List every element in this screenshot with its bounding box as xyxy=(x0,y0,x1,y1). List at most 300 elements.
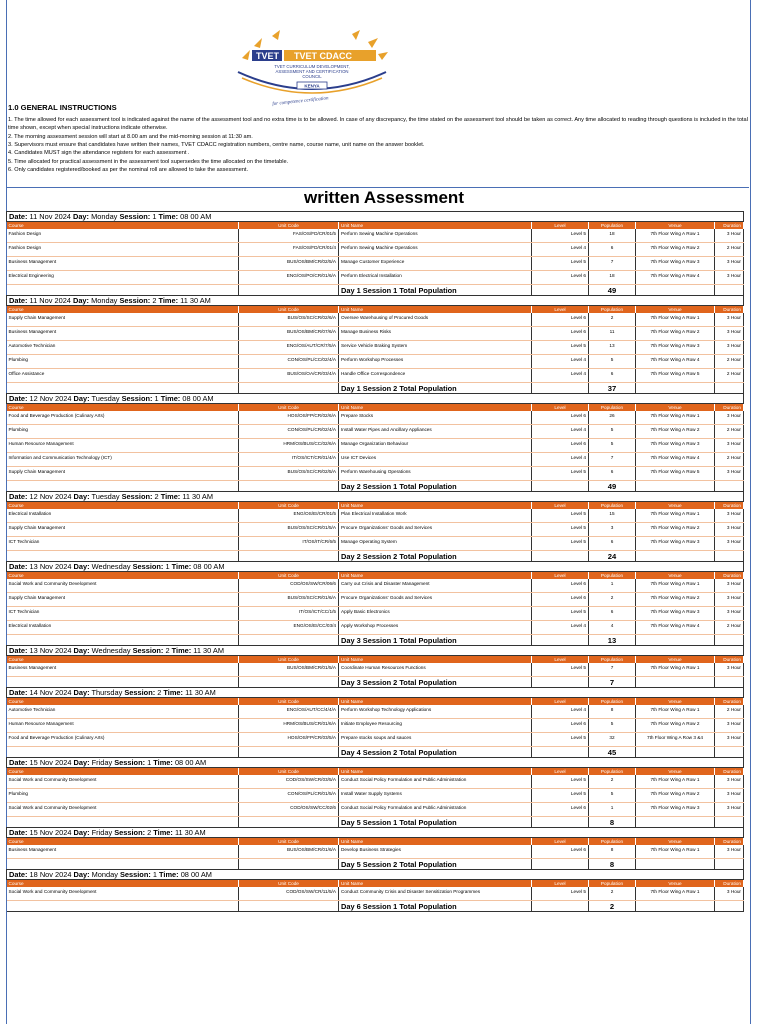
table-cell: 3 Hour xyxy=(715,271,744,285)
table-cell: 26 xyxy=(589,411,636,425)
session-label: Session: xyxy=(121,394,153,403)
table-cell: Level 6 xyxy=(532,719,589,733)
table-cell: 2 Hour xyxy=(715,705,744,719)
column-header: Course xyxy=(7,880,239,888)
day-label: Day: xyxy=(73,688,90,697)
empty-cell xyxy=(239,551,339,562)
empty-cell xyxy=(715,817,744,828)
session-date-row xyxy=(7,828,744,838)
empty-cell xyxy=(532,901,589,912)
session-time: 08 00 AM xyxy=(174,758,207,767)
table-cell: 7th Floor Wing A Row 1 xyxy=(636,579,715,593)
table-row xyxy=(7,719,744,733)
table-cell: Fashion Design xyxy=(7,243,239,257)
table-cell: HRM/OS/BUS/CR/01/6/A xyxy=(239,719,339,733)
table-cell: 7th Floor Wing A Row 2 xyxy=(636,789,715,803)
table-cell: 4 xyxy=(589,621,636,635)
table-cell: Level 6 xyxy=(532,845,589,859)
table-row xyxy=(7,845,744,859)
table-cell: Level 6 xyxy=(532,271,589,285)
column-header: Unit Code xyxy=(239,404,339,412)
table-cell: 3 Hour xyxy=(715,327,744,341)
table-cell: 2 Hour xyxy=(715,369,744,383)
column-header: Course xyxy=(7,306,239,314)
empty-cell xyxy=(715,747,744,758)
session-label: Session: xyxy=(132,562,164,571)
table-cell: Level 5 xyxy=(532,789,589,803)
session-date-row xyxy=(7,296,744,306)
session-date: 14 Nov 2024 xyxy=(29,688,72,697)
date-label: Date: xyxy=(9,492,28,501)
table-cell: 3 Hour xyxy=(715,789,744,803)
table-header-row xyxy=(7,656,744,664)
empty-cell xyxy=(239,635,339,646)
session-date-cell xyxy=(7,296,744,306)
session-time: 08 00 AM xyxy=(193,562,225,571)
session-total-value: 13 xyxy=(589,635,636,646)
column-header: Population xyxy=(589,698,636,706)
instruction-5: 5. Time allocated for practical assessment in the assessment tool supersedes the time allocated on the timetable. xyxy=(8,158,289,165)
table-cell: 2 xyxy=(589,775,636,789)
table-header-row xyxy=(7,698,744,706)
table-cell: Supply Chain Management xyxy=(7,523,239,537)
table-cell: Level 4 xyxy=(532,369,589,383)
table-row xyxy=(7,257,744,271)
empty-cell xyxy=(7,481,239,492)
empty-cell xyxy=(239,285,339,296)
column-header: Venue xyxy=(636,880,715,888)
empty-cell xyxy=(636,285,715,296)
session-label: Session: xyxy=(132,646,164,655)
column-header: Duration xyxy=(715,698,744,706)
table-cell: 3 Hour xyxy=(715,579,744,593)
column-header: Level xyxy=(532,768,589,776)
table-row xyxy=(7,355,744,369)
session-number: 2 xyxy=(157,688,162,697)
empty-cell xyxy=(715,677,744,688)
session-total-row xyxy=(7,859,744,870)
table-cell: CON/OS/PL/CC/02/4/A xyxy=(239,355,339,369)
table-cell: 7th Floor Wing A Row 4 xyxy=(636,271,715,285)
table-cell: HOS/OS/FP/CR/02/6/A xyxy=(239,411,339,425)
table-cell: IT/OS/ICT/CC/1/5 xyxy=(239,607,339,621)
tvet-cdacc-logo xyxy=(232,28,392,108)
table-row xyxy=(7,789,744,803)
table-cell: Office Assistance xyxy=(7,369,239,383)
svg-text:for competence certification: for competence certification xyxy=(272,96,329,108)
table-cell: 7th Floor Wing A Row 4 xyxy=(636,453,715,467)
table-row xyxy=(7,509,744,523)
table-cell: 3 Hour xyxy=(715,733,744,747)
table-cell: Business Management xyxy=(7,327,239,341)
table-cell: Level 4 xyxy=(532,453,589,467)
column-header: Unit Name xyxy=(339,656,532,664)
empty-cell xyxy=(532,285,589,296)
column-header: Population xyxy=(589,572,636,580)
table-cell: 5 xyxy=(589,439,636,453)
session-total-label: Day 2 Session 1 Total Population xyxy=(339,481,532,492)
svg-text:TVET CDACC: TVET CDACC xyxy=(294,51,352,61)
instruction-4: 4. Candidates MUST sign the attendance registers for each assessment . xyxy=(8,150,190,157)
table-cell: FAS/OS/FD/CR/01/5 xyxy=(239,229,339,243)
session-label: Session: xyxy=(114,758,146,767)
session-day: Monday xyxy=(91,212,118,221)
empty-cell xyxy=(636,859,715,870)
table-cell: 5 xyxy=(589,789,636,803)
column-header: Course xyxy=(7,572,239,580)
table-cell: 7th Floor Wing A Row 2 xyxy=(636,593,715,607)
session-label: Session: xyxy=(124,688,156,697)
day-label: Day: xyxy=(73,492,90,501)
table-cell: Perform Sewing Machine Operations xyxy=(339,229,532,243)
session-total-row xyxy=(7,817,744,828)
empty-cell xyxy=(532,551,589,562)
table-cell: 6 xyxy=(589,537,636,551)
table-cell: 7th Floor Wing A Row 3 xyxy=(636,607,715,621)
table-cell: 2 Hour xyxy=(715,243,744,257)
table-cell: 3 xyxy=(589,523,636,537)
table-cell: Plan Electrical Installation Work xyxy=(339,509,532,523)
table-cell: 3 Hour xyxy=(715,467,744,481)
table-cell: Perform Workshop Technology Applications xyxy=(339,705,532,719)
session-date-cell xyxy=(7,212,744,222)
column-header: Unit Code xyxy=(239,222,339,230)
date-label: Date: xyxy=(9,870,28,879)
table-cell: Prepare stocks soups and sauces xyxy=(339,733,532,747)
table-cell: COD/OS/SW/CC/02/6 xyxy=(239,803,339,817)
session-day: Monday xyxy=(91,296,118,305)
table-cell: Level 6 xyxy=(532,439,589,453)
session-number: 2 xyxy=(152,296,157,305)
table-cell: Prepare Stocks xyxy=(339,411,532,425)
empty-cell xyxy=(636,481,715,492)
day-label: Day: xyxy=(72,212,90,221)
table-cell: Coordinate Human Resources Functions xyxy=(339,663,532,677)
table-cell: 3 Hour xyxy=(715,341,744,355)
day-label: Day: xyxy=(73,646,90,655)
table-cell: Social Work and Community Development xyxy=(7,775,239,789)
session-date-row xyxy=(7,492,744,502)
empty-cell xyxy=(7,859,239,870)
date-label: Date: xyxy=(9,562,28,571)
column-header: Venue xyxy=(636,572,715,580)
session-label: Session: xyxy=(119,870,151,879)
session-date-cell xyxy=(7,562,744,572)
session-date-cell xyxy=(7,758,744,768)
session-date-cell xyxy=(7,394,744,404)
table-cell: Automotive Technician xyxy=(7,705,239,719)
session-total-value: 7 xyxy=(589,677,636,688)
session-total-value: 45 xyxy=(589,747,636,758)
table-cell: Install Water Pipes and Ancillary Appliances xyxy=(339,425,532,439)
column-header: Unit Name xyxy=(339,768,532,776)
date-label: Date: xyxy=(9,296,28,305)
empty-cell xyxy=(532,635,589,646)
session-total-label: Day 5 Session 2 Total Population xyxy=(339,859,532,870)
column-header: Population xyxy=(589,880,636,888)
column-header: Population xyxy=(589,306,636,314)
table-cell: Level 5 xyxy=(532,467,589,481)
table-cell: 7th Floor Wing A Row 4 xyxy=(636,355,715,369)
session-date-cell xyxy=(7,828,744,838)
column-header: Venue xyxy=(636,306,715,314)
day-label: Day: xyxy=(72,296,90,305)
column-header: Course xyxy=(7,222,239,230)
empty-cell xyxy=(7,383,239,394)
column-header: Unit Code xyxy=(239,656,339,664)
session-total-value: 2 xyxy=(589,901,636,912)
session-time: 11 30 AM xyxy=(174,828,206,837)
table-cell: Information and Communication Technology (ICT) xyxy=(7,453,239,467)
day-label: Day: xyxy=(73,870,90,879)
table-cell: Oversee Warehousing of Procured Goods xyxy=(339,313,532,327)
table-cell: 7th Floor Wing A Row 1 xyxy=(636,313,715,327)
table-cell: Apply Basic Electronics xyxy=(339,607,532,621)
table-cell: FAS/OS/FD/CR/01/4 xyxy=(239,243,339,257)
table-cell: 18 xyxy=(589,229,636,243)
time-label: Time: xyxy=(160,492,181,501)
column-header: Unit Code xyxy=(239,572,339,580)
session-total-row xyxy=(7,747,744,758)
column-header: Level xyxy=(532,502,589,510)
table-header-row xyxy=(7,838,744,846)
table-cell: COD/OS/SW/CR/03/5/A xyxy=(239,775,339,789)
table-cell: 1 xyxy=(589,803,636,817)
date-label: Date: xyxy=(9,212,28,221)
session-date-row xyxy=(7,688,744,698)
table-row xyxy=(7,369,744,383)
table-cell: IT/OS/IT/CR/6/5 xyxy=(239,537,339,551)
table-cell: 7th Floor Wing A Row 1 xyxy=(636,229,715,243)
session-time: 11 30 AM xyxy=(182,492,214,501)
table-row xyxy=(7,271,744,285)
column-header: Venue xyxy=(636,698,715,706)
empty-cell xyxy=(636,747,715,758)
column-header: Level xyxy=(532,838,589,846)
table-cell: 2 Hour xyxy=(715,355,744,369)
column-header: Course xyxy=(7,768,239,776)
session-total-label: Day 2 Session 2 Total Population xyxy=(339,551,532,562)
table-cell: BUS/OS/SC/CR/01/6/A xyxy=(239,593,339,607)
empty-cell xyxy=(7,635,239,646)
column-header: Unit Name xyxy=(339,698,532,706)
table-cell: Service Vehicle Braking System xyxy=(339,341,532,355)
table-cell: Manage Operating System xyxy=(339,537,532,551)
empty-cell xyxy=(7,747,239,758)
table-cell: HOS/OS/FP/CR/03/5/A xyxy=(239,733,339,747)
table-cell: Use ICT Devices xyxy=(339,453,532,467)
table-cell: 3 Hour xyxy=(715,313,744,327)
table-cell: 7 xyxy=(589,257,636,271)
table-cell: ENG/OS/AUT/CR/7/5/A xyxy=(239,341,339,355)
time-label: Time: xyxy=(153,758,173,767)
table-row xyxy=(7,523,744,537)
session-day: Wednesday xyxy=(91,646,131,655)
empty-cell xyxy=(7,901,239,912)
table-cell: 7th Floor Wing A Row 1 xyxy=(636,509,715,523)
table-cell: 5 xyxy=(589,425,636,439)
table-cell: Manage Business Risks xyxy=(339,327,532,341)
session-number: 1 xyxy=(165,562,170,571)
table-cell: ENG/OS/PO/CR/01/6/A xyxy=(239,271,339,285)
table-cell: CON/OS/PL/CR/01/5/A xyxy=(239,789,339,803)
session-date-row xyxy=(7,394,744,404)
table-cell: Handle Office Correspondence xyxy=(339,369,532,383)
column-header: Duration xyxy=(715,502,744,510)
day-label: Day: xyxy=(73,562,90,571)
column-header: Duration xyxy=(715,306,744,314)
date-label: Date: xyxy=(9,688,28,697)
table-row xyxy=(7,607,744,621)
table-cell: Level 5 xyxy=(532,775,589,789)
empty-cell xyxy=(532,859,589,870)
table-cell: Fashion Design xyxy=(7,229,239,243)
empty-cell xyxy=(715,901,744,912)
table-cell: 7th Floor Wing A Row 1 xyxy=(636,775,715,789)
general-instructions xyxy=(8,104,748,174)
table-cell: ICT Technician xyxy=(7,537,239,551)
table-cell: 7th Floor Wing A Row 5 xyxy=(636,467,715,481)
table-cell: BUS/OS/SC/CR/01/5/A xyxy=(239,523,339,537)
table-cell: Manage Organization Behaviour xyxy=(339,439,532,453)
table-cell: Plumbing xyxy=(7,355,239,369)
table-cell: Perform Workshop Processes xyxy=(339,355,532,369)
time-label: Time: xyxy=(163,688,183,697)
empty-cell xyxy=(239,481,339,492)
session-total-row xyxy=(7,901,744,912)
session-total-row xyxy=(7,285,744,296)
column-header: Unit Name xyxy=(339,838,532,846)
table-cell: Apply Workshop Processes xyxy=(339,621,532,635)
table-cell: Electrical Installation xyxy=(7,509,239,523)
session-day: Friday xyxy=(91,758,113,767)
session-total-row xyxy=(7,481,744,492)
session-total-label: Day 3 Session 2 Total Population xyxy=(339,677,532,688)
table-cell: ENG/OS/EI/CC/03/4 xyxy=(239,621,339,635)
table-cell: 7th Floor Wing A Row 1 xyxy=(636,705,715,719)
table-cell: Social Work and Community Development xyxy=(7,579,239,593)
session-date-row xyxy=(7,212,744,222)
table-header-row xyxy=(7,768,744,776)
empty-cell xyxy=(636,551,715,562)
date-label: Date: xyxy=(9,828,28,837)
table-cell: 13 xyxy=(589,341,636,355)
table-row xyxy=(7,313,744,327)
table-cell: IT/OS/ICT/CR/01/4/A xyxy=(239,453,339,467)
empty-cell xyxy=(532,677,589,688)
column-header: Unit Code xyxy=(239,880,339,888)
column-header: Level xyxy=(532,698,589,706)
date-label: Date: xyxy=(9,646,28,655)
session-total-value: 37 xyxy=(589,383,636,394)
session-total-value: 24 xyxy=(589,551,636,562)
table-cell: HRM/OS/BUS/CC/02/6/A xyxy=(239,439,339,453)
table-cell: Level 5 xyxy=(532,537,589,551)
column-header: Course xyxy=(7,698,239,706)
table-cell: BUS/OS/SC/CR/02/6/A xyxy=(239,313,339,327)
table-cell: Conduct Social Policy Formulation and Public Administration xyxy=(339,775,532,789)
session-date: 11 Nov 2024 xyxy=(29,296,71,305)
session-total-row xyxy=(7,677,744,688)
table-cell: Level 5 xyxy=(532,341,589,355)
table-cell: 11 xyxy=(589,327,636,341)
session-total-label: Day 3 Session 1 Total Population xyxy=(339,635,532,646)
session-date: 15 Nov 2024 xyxy=(29,758,72,767)
table-cell: Conduct Community Crisis and Disaster Sensitization Programmes xyxy=(339,887,532,901)
table-cell: Procure Organizations' Goods and Services xyxy=(339,523,532,537)
column-header: Venue xyxy=(636,838,715,846)
table-cell: 7th Floor Wing A Row 5 xyxy=(636,369,715,383)
column-header: Venue xyxy=(636,222,715,230)
column-header: Level xyxy=(532,222,589,230)
table-cell: BUS/OS/SC/CR/02/5/A xyxy=(239,467,339,481)
column-header: Unit Name xyxy=(339,306,532,314)
table-cell: 7th Floor Wing A Row 4 xyxy=(636,621,715,635)
empty-cell xyxy=(7,285,239,296)
empty-cell xyxy=(715,481,744,492)
session-time: 11 30 AM xyxy=(193,646,224,655)
empty-cell xyxy=(715,635,744,646)
table-cell: 6 xyxy=(589,607,636,621)
table-row xyxy=(7,243,744,257)
column-header: Course xyxy=(7,838,239,846)
empty-cell xyxy=(715,285,744,296)
table-cell: Perform Warehousing Operations xyxy=(339,467,532,481)
table-cell: 7th Floor Wing A Row 3 xyxy=(636,341,715,355)
column-header: Unit Name xyxy=(339,502,532,510)
table-cell: 3 Hour xyxy=(715,887,744,901)
table-cell: Supply Chain Management xyxy=(7,313,239,327)
session-day: Friday xyxy=(91,828,113,837)
session-date-cell xyxy=(7,646,744,656)
table-row xyxy=(7,341,744,355)
session-date: 12 Nov 2024 xyxy=(29,492,72,501)
empty-cell xyxy=(239,677,339,688)
column-header: Duration xyxy=(715,880,744,888)
session-time: 11 30 AM xyxy=(180,296,211,305)
table-cell: Perform Sewing Machine Operations xyxy=(339,243,532,257)
session-total-value: 49 xyxy=(589,285,636,296)
table-cell: Level 6 xyxy=(532,411,589,425)
table-row xyxy=(7,663,744,677)
table-cell: 2 Hour xyxy=(715,425,744,439)
table-cell: BUS/OS/BM/CR/01/6/A xyxy=(239,845,339,859)
session-date-row xyxy=(7,758,744,768)
table-cell: 1 xyxy=(589,579,636,593)
session-date-row xyxy=(7,870,744,880)
table-cell: 8 xyxy=(589,705,636,719)
column-header: Unit Code xyxy=(239,306,339,314)
table-cell: Level 6 xyxy=(532,327,589,341)
session-number: 1 xyxy=(154,394,159,403)
table-cell: Level 5 xyxy=(532,663,589,677)
table-cell: BUS/OS/BM/CR/07/6/A xyxy=(239,327,339,341)
session-time: 08 00 AM xyxy=(182,394,214,403)
column-header: Course xyxy=(7,404,239,412)
table-cell: Plumbing xyxy=(7,425,239,439)
table-cell: 6 xyxy=(589,369,636,383)
column-header: Unit Name xyxy=(339,404,532,412)
table-cell: Level 4 xyxy=(532,425,589,439)
table-cell: CON/OS/PL/CR/02/4/A xyxy=(239,425,339,439)
session-day: Thursday xyxy=(91,688,123,697)
table-cell: Level 5 xyxy=(532,257,589,271)
table-cell: Manage Customer Experience xyxy=(339,257,532,271)
session-number: 2 xyxy=(165,646,170,655)
table-cell: 3 Hour xyxy=(715,537,744,551)
table-cell: Business Management xyxy=(7,845,239,859)
empty-cell xyxy=(239,817,339,828)
